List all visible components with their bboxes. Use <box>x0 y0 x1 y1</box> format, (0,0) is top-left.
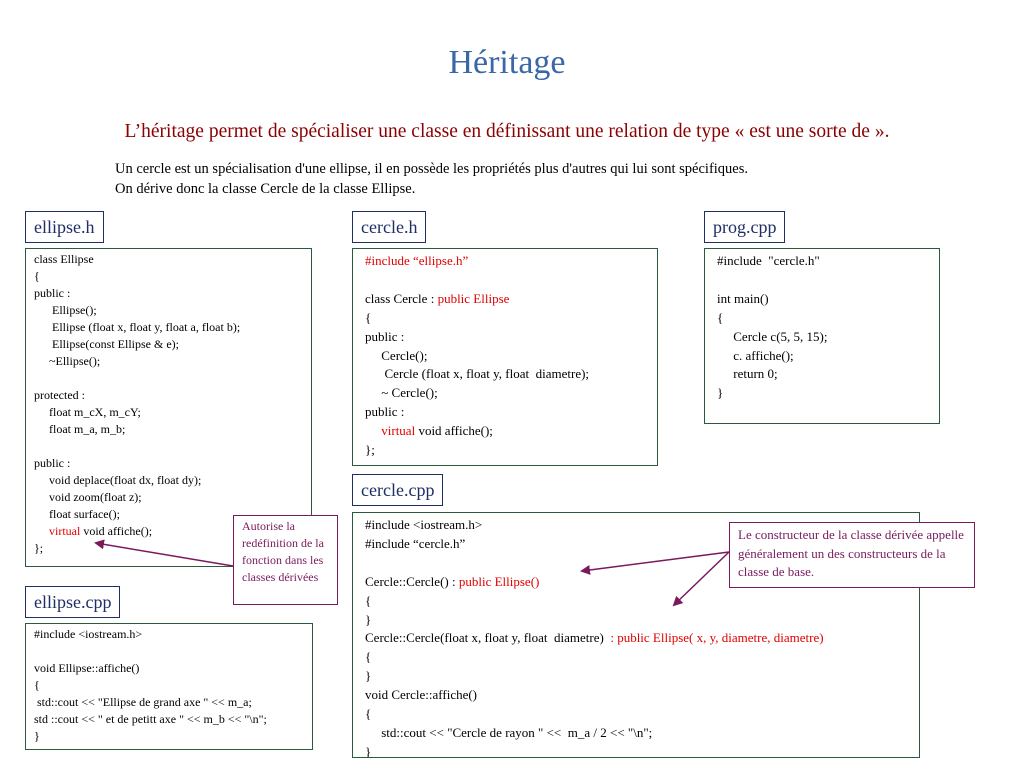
constructor-callout: Le constructeur de la classe dérivée appelle généralement un des constructeurs de la classe de base. <box>729 522 975 588</box>
tab-prog-cpp: prog.cpp <box>704 211 785 243</box>
code-line: Cercle::Cercle() : public Ellipse() <box>365 573 540 589</box>
tab-ellipse-h: ellipse.h <box>25 211 104 243</box>
code-line: Ellipse (float x, float y, float a, float b); <box>34 320 241 334</box>
code-line: public : <box>365 404 405 420</box>
code-line: } <box>365 668 372 684</box>
code-line: Ellipse(const Ellipse & e); <box>34 337 179 351</box>
code-line: std::cout << "Ellipse de grand axe " << m_a; <box>34 695 252 709</box>
arrow-to-virtual <box>96 543 233 566</box>
code-line: #include <iostream.h> <box>34 627 143 641</box>
code-line: void Ellipse::affiche() <box>34 661 140 675</box>
code-line: float m_cX, m_cY; <box>34 405 141 419</box>
code-line: public : <box>34 286 71 300</box>
code-line: Cercle (float x, float y, float diametre); <box>365 366 590 382</box>
code-line: protected : <box>34 388 85 402</box>
code-line: c. affiche(); <box>717 347 794 363</box>
description-line: Un cercle est un spécialisation d'une ellipse, il en possède les propriétés plus d'autres qui lui sont spécifiques. <box>115 161 749 177</box>
virtual-callout: Autorise la redéfinition de la fonction dans les classes dérivées <box>233 515 338 605</box>
code-line: #include <iostream.h> <box>365 517 483 532</box>
code-line: int main() <box>717 290 769 306</box>
code-line: Cercle(); <box>365 347 428 363</box>
arrow-to-param-ctor <box>674 552 729 605</box>
code-line: class Cercle : public Ellipse <box>365 290 510 306</box>
code-line: { <box>365 706 372 722</box>
slide-subtitle: L’héritage permet de spécialiser une classe en définissant une relation de type « est une sorte de ». <box>124 121 890 142</box>
code-line: virtual void affiche(); <box>49 524 153 538</box>
code-line: Ellipse(); <box>34 303 97 317</box>
code-line: ~Ellipse(); <box>34 354 101 368</box>
code-line: { <box>34 678 40 692</box>
code-line: return 0; <box>717 366 778 382</box>
tab-cercle-cpp: cercle.cpp <box>352 474 443 506</box>
code-line: #include “ellipse.h” <box>365 253 469 268</box>
code-line: public : <box>365 328 405 344</box>
description-line: On dérive donc la classe Cercle de la classe Ellipse. <box>115 181 416 197</box>
code-line: { <box>717 309 724 325</box>
code-line: void Cercle::affiche() <box>365 687 478 703</box>
code-line: float surface(); <box>34 507 120 521</box>
code-line: { <box>34 269 40 283</box>
code-line: }; <box>365 442 375 458</box>
code-line: Cercle c(5, 5, 15); <box>717 328 828 344</box>
code-line: } <box>365 611 372 627</box>
code-line: #include “cercle.h” <box>365 535 466 551</box>
tab-cercle-h: cercle.h <box>352 211 426 243</box>
code-line: void deplace(float dx, float dy); <box>34 473 202 487</box>
code-line: { <box>365 309 372 325</box>
code-line: Cercle::Cercle(float x, float y, float diametre) : public Ellipse( x, y, diametre, diametre) <box>365 630 824 646</box>
code-line: { <box>365 592 372 608</box>
code-line: public : <box>34 456 71 470</box>
code-line: std ::cout << " et de petitt axe " << m_b << "\n"; <box>34 712 267 726</box>
slide-title: Héritage <box>448 44 566 81</box>
code-line: void zoom(float z); <box>34 490 142 504</box>
code-line: virtual void affiche(); <box>381 423 493 439</box>
code-line: } <box>365 743 372 758</box>
arrow-to-default-ctor <box>582 552 729 571</box>
code-line: class Ellipse <box>34 252 94 266</box>
tab-ellipse-cpp: ellipse.cpp <box>25 586 120 618</box>
code-line: { <box>365 649 372 665</box>
code-line: float m_a, m_b; <box>34 422 126 436</box>
code-line: } <box>717 385 724 401</box>
code-line: }; <box>34 541 44 555</box>
code-line: #include "cercle.h" <box>717 253 820 268</box>
code-line: } <box>34 729 40 743</box>
code-line: ~ Cercle(); <box>365 385 438 401</box>
code-line: std::cout << "Cercle de rayon " << m_a / 2 << "\n"; <box>365 724 653 740</box>
